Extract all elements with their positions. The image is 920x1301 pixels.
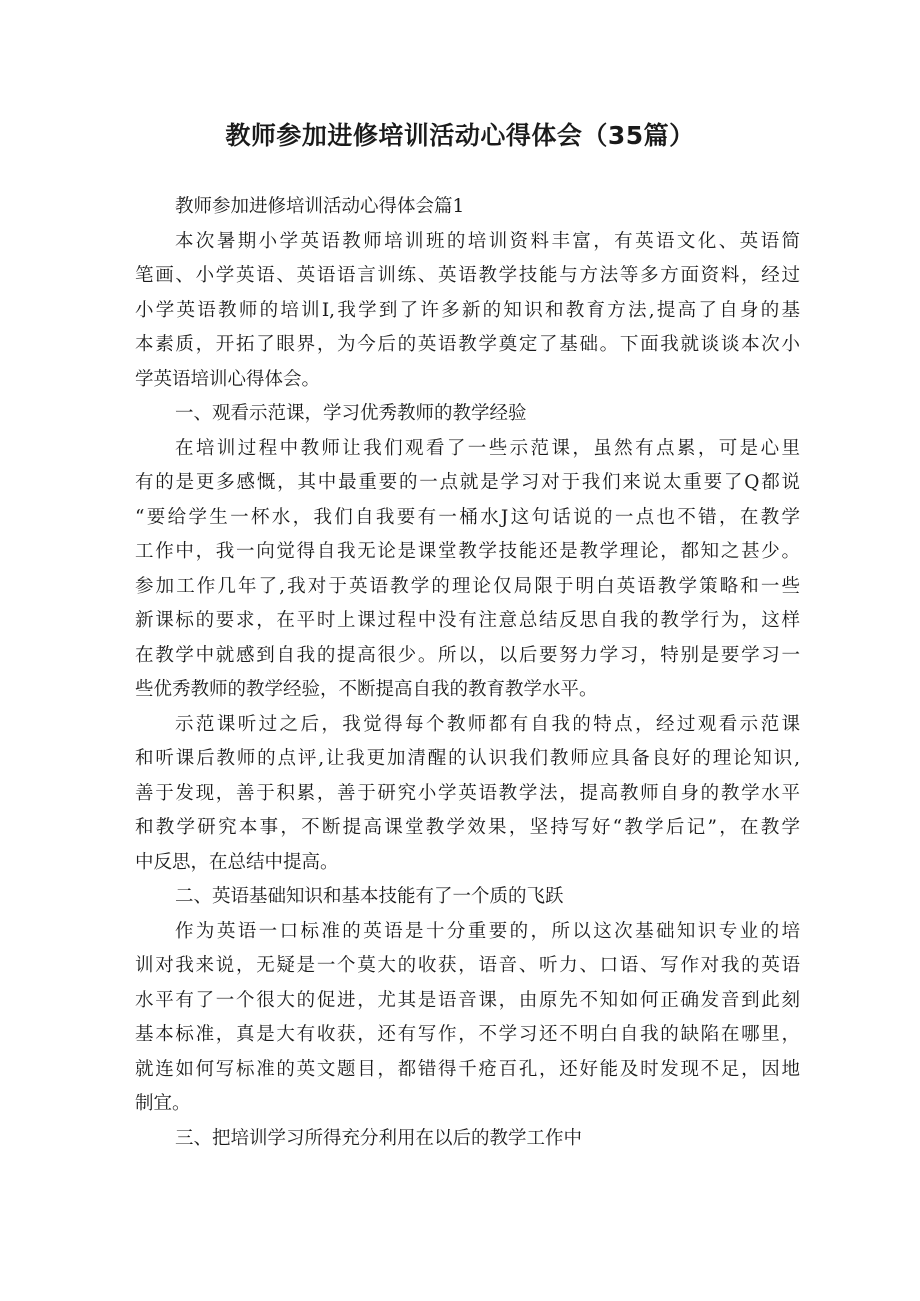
section-heading: 一、观看示范课，学习优秀教师的教学经验 [175,403,527,424]
paragraph-line: 和教学研究本事，不断提高课堂教学效果，坚持写好“教学后记”，在教学 [135,817,800,838]
paragraph-line: 就连如何写标准的英文题目，都错得千疮百孔，还好能及时发现不足，因地 [135,1058,800,1080]
paragraph-line: 善于发现，善于积累，善于研究小学英语教学法，提高教师自身的教学水平 [135,782,800,804]
paragraph-line: 中反思，在总结中提高。 [135,851,339,873]
paragraph-line: 学英语培训心得体会。 [135,368,321,390]
paragraph-line: 在教学中就感到自我的提高很少。所以，以后要努力学习，特别是要学习一 [135,644,800,666]
paragraph-line: 在培训过程中教师让我们观看了一些示范课，虽然有点累，可是心里 [175,437,800,459]
paragraph-line: 作为英语一口标准的英语是十分重要的，所以这次基础知识专业的培 [175,920,800,942]
paragraph-line: 训对我来说，无疑是一个莫大的收获，语音、听力、口语、写作对我的英语 [135,955,800,976]
paragraph-line: 小学英语教师的培训I,我学到了许多新的知识和教育方法,提高了自身的基 [135,299,800,321]
document-title: 教师参加进修培训活动心得体会（35篇） [225,121,695,150]
section-heading: 三、把培训学习所得充分利用在以后的教学工作中 [175,1127,583,1149]
paragraph-line: 些优秀教师的教学经验，不断提高自我的教育教学水平。 [135,679,598,700]
paragraph-line: 工作中，我一向觉得自我无论是课堂教学技能还是教学理论，都知之甚少。 [135,541,800,562]
paragraph-line: 基本标准，真是大有收获，还有写作，不学习还不明白自我的缺陷在哪里， [135,1024,800,1045]
paragraph-line: 本次暑期小学英语教师培训班的培训资料丰富，有英语文化、英语简 [175,230,800,252]
document-body [135,190,800,1156]
paragraph-line: 新课标的要求，在平时上课过程中没有注意总结反思自我的教学行为，这样 [135,610,800,631]
paragraph-line: 水平有了一个很大的促进，尤其是语音课，由原先不知如何正确发音到此刻 [135,989,800,1011]
section-heading: 二、英语基础知识和基本技能有了一个质的飞跃 [175,886,564,907]
paragraph-line: 示范课听过之后，我觉得每个教师都有自我的特点，经过观看示范课 [175,713,800,735]
section-heading: 教师参加进修培训活动心得体会篇1 [175,196,465,217]
paragraph-line: 和听课后教师的点评,让我更加清醒的认识我们教师应具备良好的理论知识, [135,748,800,769]
paragraph-line: “要给学生一杯水，我们自我要有一桶水J这句话说的一点也不错，在教学 [135,506,800,528]
paragraph-line: 参加工作几年了,我对于英语教学的理论仅局限于明白英语教学策略和一些 [135,575,800,597]
paragraph-line: 笔画、小学英语、英语语言训练、英语教学技能与方法等多方面资料，经过 [135,265,800,286]
paragraph-line: 有的是更多感慨，其中最重要的一点就是学习对于我们来说太重要了Q都说 [135,472,800,493]
paragraph-line: 制宜。 [135,1093,191,1114]
paragraph-line: 本素质，开拓了眼界，为今后的英语教学奠定了基础。下面我就谈谈本次小 [135,334,800,355]
